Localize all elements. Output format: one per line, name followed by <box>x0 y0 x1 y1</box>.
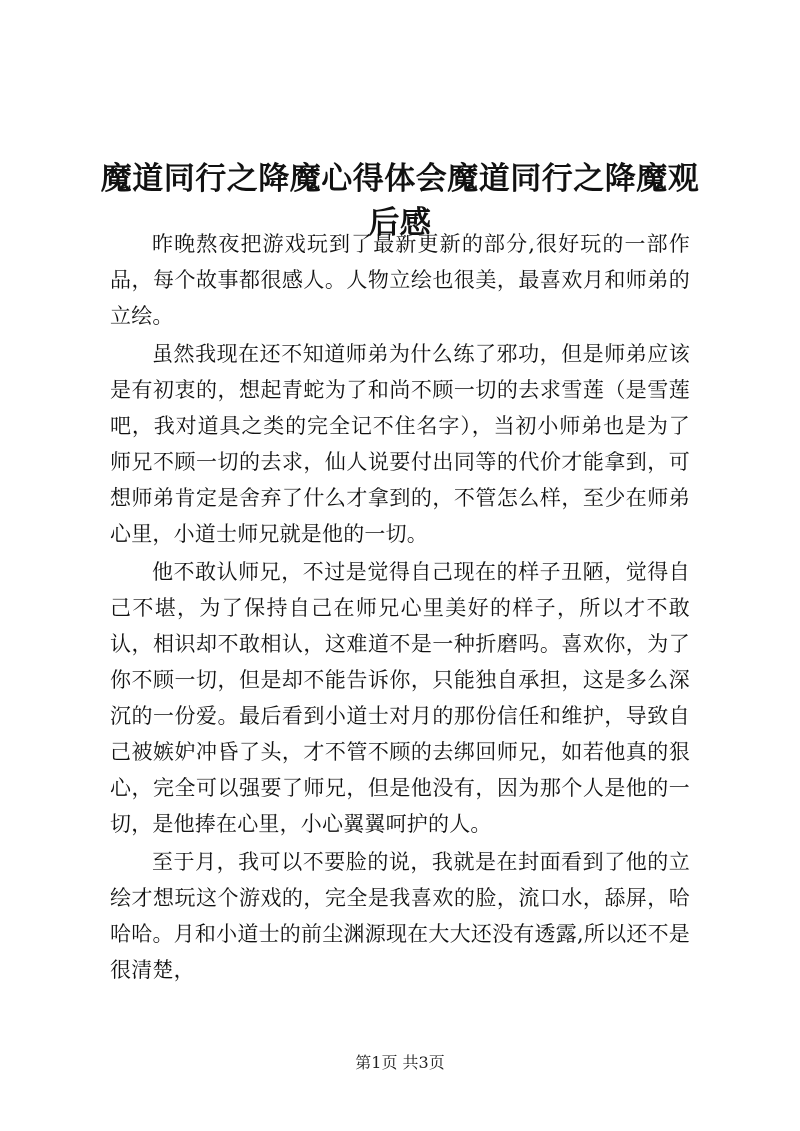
paragraph-1: 昨晚熬夜把游戏玩到了最新更新的部分,很好玩的一部作品，每个故事都很感人。人物立绘也很美，最喜欢月和师弟的立绘。 <box>110 232 690 328</box>
paragraph-2: 虽然我现在还不知道师弟为什么练了邪功，但是师弟应该是有初衷的，想起青蛇为了和尚不顾一切的去求雪莲（是雪莲吧，我对道具之类的完全记不住名字），当初小师弟也是为了师兄不顾一切的去求，仙人说要付出同等的代价才能拿到，可想师弟肯定是舍弃了什么才拿到的，不管怎么样，至少在师弟心里，小道士师兄就是他的一切。 <box>110 342 690 546</box>
paragraph-4: 至于月，我可以不要脸的说，我就是在封面看到了他的立绘才想玩这个游戏的，完全是我喜欢的脸，流口水，舔屏，哈哈哈。月和小道士的前尘渊源现在大大还没有透露,所以还不是很清楚， <box>110 850 690 982</box>
paragraph-3: 他不敢认师兄，不过是觉得自己现在的样子丑陋，觉得自己不堪，为了保持自己在师兄心里美好的样子，所以才不敢认，相识却不敢相认，这难道不是一种折磨吗。喜欢你，为了你不顾一切，但是却不能告诉你，只能独自承担，这是多么深沉的一份爱。最后看到小道士对月的那份信任和维护，导致自己被嫉妒冲昏了头，才不管不顾的去绑回师兄，如若他真的狠心，完全可以强要了师兄，但是他没有，因为那个人是他的一切，是他捧在心里，小心翼翼呵护的人。 <box>110 560 690 836</box>
document-title: 魔道同行之降魔心得体会魔道同行之降魔观后感 <box>100 160 700 241</box>
document-body <box>110 226 690 990</box>
page-number: 第1页 共3页 <box>355 1053 445 1072</box>
page-footer <box>0 1053 800 1073</box>
